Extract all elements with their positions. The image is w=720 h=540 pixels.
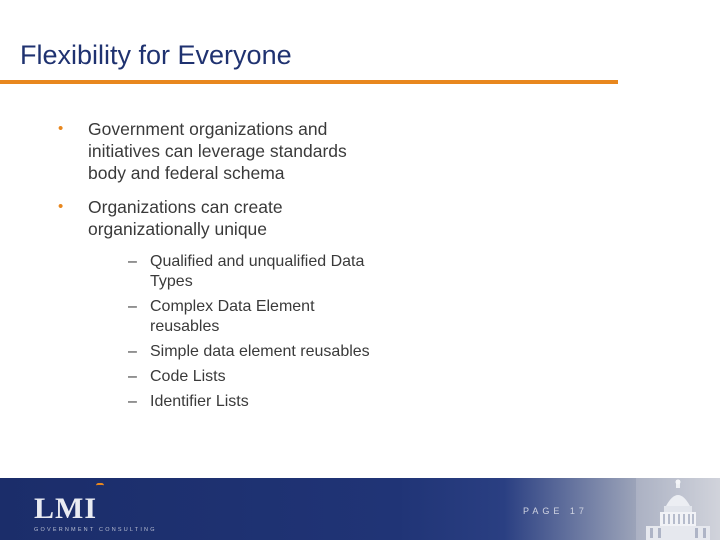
- sub-bullet-item: [118, 367, 370, 387]
- sub-bullet-text: Code Lists: [150, 368, 226, 385]
- bullet-text: Organizations can create organizationally unique: [88, 197, 283, 239]
- sub-bullet-marker: –: [128, 393, 137, 410]
- bullet-text: Government organizations and initiatives can leverage standards body and federal schema: [88, 119, 347, 183]
- sub-bullet-marker: –: [128, 343, 137, 360]
- sub-bullet-item: [118, 297, 370, 337]
- sub-bullet-item: [118, 342, 370, 362]
- sub-bullet-text: Qualified and unqualified Data Types: [150, 253, 365, 290]
- sub-bullet-text: Identifier Lists: [150, 393, 249, 410]
- sub-bullet-item: [118, 392, 370, 412]
- logo-accent-mark: [96, 483, 104, 488]
- sub-bullet-marker: –: [128, 368, 137, 385]
- sub-bullet-marker: –: [128, 253, 137, 270]
- bullet-list: [58, 118, 370, 424]
- bullet-marker: •: [58, 198, 64, 215]
- sub-bullet-text: Simple data element reusables: [150, 343, 370, 360]
- bullet-item: [58, 196, 370, 412]
- page-number: PAGE 17: [523, 506, 588, 516]
- capitol-dome-icon: [636, 478, 720, 540]
- sub-bullet-text: Complex Data Element reusables: [150, 298, 315, 335]
- lmi-logo: LMI: [34, 492, 97, 525]
- logo-tagline: GOVERNMENT CONSULTING: [34, 527, 157, 533]
- footer-banner: [0, 478, 720, 540]
- slide-title: Flexibility for Everyone: [20, 40, 292, 70]
- bullet-item: [58, 118, 358, 184]
- bullet-marker: •: [58, 120, 64, 137]
- sub-bullet-item: [118, 252, 370, 292]
- sub-bullet-marker: –: [128, 298, 137, 315]
- title-underline: [0, 80, 618, 84]
- sub-bullet-list: [88, 252, 370, 412]
